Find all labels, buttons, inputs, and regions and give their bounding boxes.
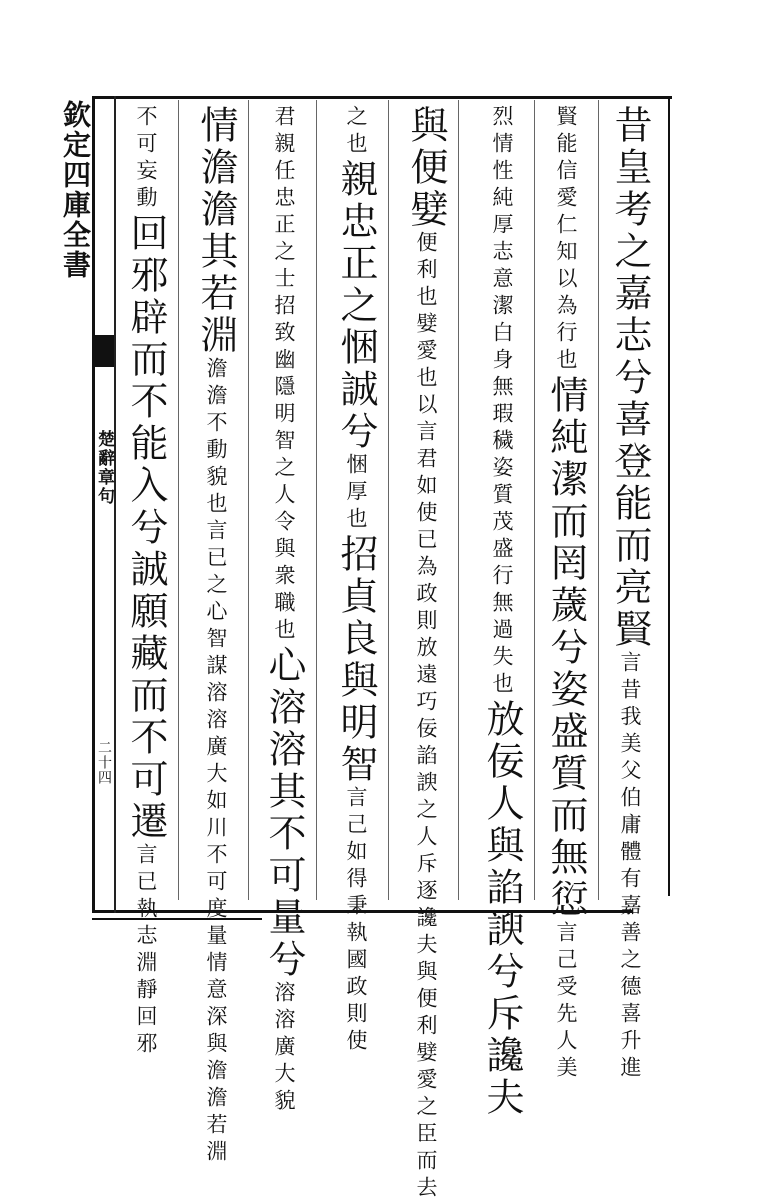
commentary-text: 君親任忠正之士招致幽隱明智之人令與衆職也 xyxy=(272,105,296,645)
text-column xyxy=(112,105,176,1059)
commentary-text: 言昔我美父伯庸體有嘉善之德喜升進 xyxy=(618,651,642,1083)
text-column xyxy=(182,105,246,1167)
margin-book-title: 欽定四庫全書 xyxy=(59,100,92,280)
column-divider-rule xyxy=(248,100,249,900)
column-divider-rule xyxy=(178,100,179,900)
main-text: 心溶溶其不可量兮 xyxy=(262,645,306,981)
commentary-text: 之也 xyxy=(344,105,368,159)
main-text: 昔皇考之嘉志兮喜登能而亮賢 xyxy=(608,105,652,651)
text-column xyxy=(322,105,386,1056)
main-text: 招貞良與明智 xyxy=(334,534,378,786)
frame-bottom-rule-secondary xyxy=(92,918,262,920)
commentary-text: 言已執志淵靜回邪 xyxy=(134,843,158,1059)
column-divider-rule xyxy=(598,100,599,900)
commentary-text: 賢能信愛仁知以為行也 xyxy=(554,105,578,375)
commentary-text: 悃厚也 xyxy=(344,453,368,534)
margin-page-number: 二十四 xyxy=(96,740,112,785)
text-column xyxy=(468,105,532,1119)
text-column xyxy=(392,105,456,1203)
commentary-text: 便利也嬖愛也以言君如使已為政則放遠巧佞諂諛之人斥逐讒夫與便利嬖愛之臣而去 xyxy=(414,231,438,1203)
column-divider-rule xyxy=(388,100,389,900)
text-column xyxy=(596,105,660,1083)
commentary-text: 烈情性純厚志意潔白身無瑕穢姿質茂盛行無過失也 xyxy=(490,105,514,699)
commentary-text: 溶溶廣大貌 xyxy=(272,981,296,1116)
margin-fishtail-mark xyxy=(94,335,114,367)
main-text: 情澹澹其若淵 xyxy=(194,105,238,357)
text-column xyxy=(532,105,596,1083)
column-divider-rule xyxy=(458,100,459,900)
commentary-text: 言己受先人美 xyxy=(554,921,578,1083)
main-text: 回邪辟而不能入兮誠願藏而不可遷 xyxy=(124,213,168,843)
main-text: 情純潔而罔薉兮姿盛質而無愆 xyxy=(544,375,588,921)
commentary-text: 不可妄動 xyxy=(134,105,158,213)
main-text: 放佞人與諂諛兮斥讒夫 xyxy=(480,699,524,1119)
margin-chapter-title: 楚辭章句 xyxy=(94,430,114,506)
frame-top-rule xyxy=(92,96,672,99)
commentary-text: 澹澹不動貌也言已之心智謀溶溶廣大如川不可度量情意深與澹澹若淵 xyxy=(204,357,228,1167)
frame-right-rule xyxy=(668,96,670,896)
column-divider-rule xyxy=(534,100,535,900)
main-text: 親忠正之悃誠兮 xyxy=(334,159,378,453)
main-text: 與便嬖 xyxy=(404,105,448,231)
column-divider-rule xyxy=(316,100,317,900)
commentary-text: 言己如得秉執國政則使 xyxy=(344,786,368,1056)
text-column xyxy=(250,105,314,1116)
